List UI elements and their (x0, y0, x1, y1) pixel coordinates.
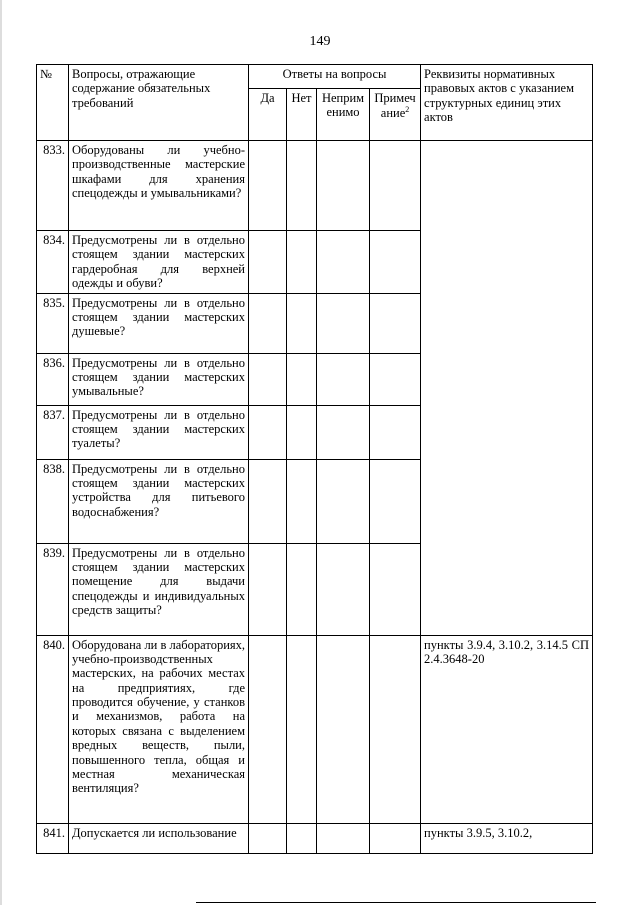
header-answers-group: Ответы на вопросы (249, 65, 421, 89)
row-reference (421, 405, 593, 459)
answer-yes-cell (249, 141, 287, 231)
header-not-applicable: Неприм енимо (317, 89, 370, 141)
answer-no-cell (287, 635, 317, 823)
answer-not-applicable-cell (317, 405, 370, 459)
row-number: 837. (37, 405, 69, 459)
requirements-table (36, 64, 593, 854)
answer-note-cell (370, 353, 421, 405)
header-references: Реквизиты нормативных правовых актов с указанием структурных единиц этих актов (421, 65, 593, 141)
table-row (37, 635, 593, 823)
answer-no-cell (287, 823, 317, 853)
row-reference: пункты 3.9.5, 3.10.2, (421, 823, 593, 853)
table-row (37, 231, 593, 294)
row-reference (421, 459, 593, 543)
row-reference (421, 353, 593, 405)
table-row (37, 141, 593, 231)
answer-no-cell (287, 141, 317, 231)
answer-note-cell (370, 293, 421, 353)
header-yes: Да (249, 89, 287, 141)
row-question: Предусмотрены ли в отдельно стоящем здании мастерских умывальные? (69, 353, 249, 405)
scan-edge (0, 0, 2, 905)
table-row (37, 459, 593, 543)
row-question: Предусмотрены ли в отдельно стоящем здании мастерских гардеробная для верхней одежды и обуви? (69, 231, 249, 294)
answer-note-cell (370, 231, 421, 294)
row-number: 833. (37, 141, 69, 231)
answer-no-cell (287, 459, 317, 543)
answer-yes-cell (249, 293, 287, 353)
row-reference (421, 543, 593, 635)
row-question: Допускается ли использование (69, 823, 249, 853)
row-question: Предусмотрены ли в отдельно стоящем здании мастерских устройства для питьевого водоснабжения? (69, 459, 249, 543)
row-number: 836. (37, 353, 69, 405)
row-reference (421, 231, 593, 294)
answer-no-cell (287, 543, 317, 635)
answer-not-applicable-cell (317, 543, 370, 635)
answer-note-cell (370, 823, 421, 853)
row-number: 834. (37, 231, 69, 294)
answer-no-cell (287, 231, 317, 294)
page-number: 149 (309, 34, 331, 49)
table-bottom-edge (196, 902, 596, 903)
answer-no-cell (287, 405, 317, 459)
answer-not-applicable-cell (317, 231, 370, 294)
row-reference (421, 141, 593, 231)
row-question: Предусмотрены ли в отдельно стоящем здании мастерских туалеты? (69, 405, 249, 459)
answer-not-applicable-cell (317, 293, 370, 353)
answer-not-applicable-cell (317, 635, 370, 823)
answer-note-cell (370, 141, 421, 231)
table-row (37, 823, 593, 853)
answer-note-cell (370, 405, 421, 459)
row-number: 835. (37, 293, 69, 353)
answer-yes-cell (249, 459, 287, 543)
answer-not-applicable-cell (317, 353, 370, 405)
answer-note-cell (370, 635, 421, 823)
row-question: Оборудованы ли учебно-производственные мастерские шкафами для хранения спецодежды и умывальниками? (69, 141, 249, 231)
table-row (37, 353, 593, 405)
answer-note-cell (370, 459, 421, 543)
answer-yes-cell (249, 405, 287, 459)
answer-no-cell (287, 293, 317, 353)
header-num: № (37, 65, 69, 141)
row-number: 839. (37, 543, 69, 635)
row-reference: пункты 3.9.4, 3.10.2, 3.14.5 СП 2.4.3648-20 (421, 635, 593, 823)
row-reference (421, 293, 593, 353)
answer-yes-cell (249, 231, 287, 294)
answer-no-cell (287, 353, 317, 405)
answer-yes-cell (249, 823, 287, 853)
row-question: Предусмотрены ли в отдельно стоящем здании мастерских душевые? (69, 293, 249, 353)
row-question: Предусмотрены ли в отдельно стоящем здании мастерских помещение для выдачи спецодежды и индивидуальных средств защиты? (69, 543, 249, 635)
answer-not-applicable-cell (317, 459, 370, 543)
table-row (37, 405, 593, 459)
answer-yes-cell (249, 353, 287, 405)
header-no: Нет (287, 89, 317, 141)
row-question: Оборудована ли в лабораториях, учебно-производственных мастерских, на рабочих местах на предприятиях, где проводится обучение, у станков и механизмов, работа на которых связана с выделением вредных веществ, пыли, повышенного тепла, общая и местная механическая вентиляция? (69, 635, 249, 823)
answer-yes-cell (249, 635, 287, 823)
row-number: 840. (37, 635, 69, 823)
row-number: 841. (37, 823, 69, 853)
row-number: 838. (37, 459, 69, 543)
answer-not-applicable-cell (317, 141, 370, 231)
answer-note-cell (370, 543, 421, 635)
table-row (37, 293, 593, 353)
answer-yes-cell (249, 543, 287, 635)
table-row (37, 543, 593, 635)
answer-not-applicable-cell (317, 823, 370, 853)
header-note: Примеч ание$^2$ (370, 89, 421, 141)
header-questions: Вопросы, отражающие содержание обязательных требований (69, 65, 249, 141)
